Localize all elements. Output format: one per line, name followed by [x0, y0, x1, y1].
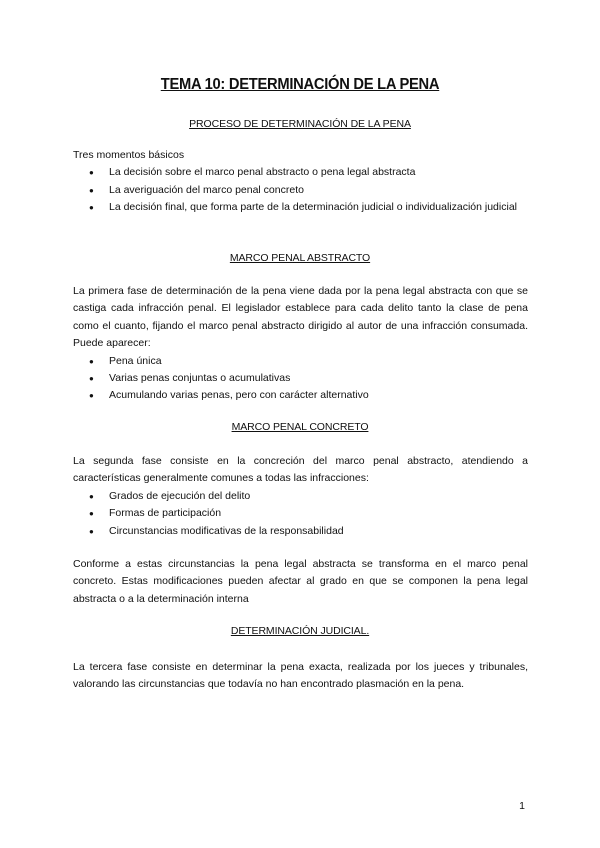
- concreto-paragraph-2: Conforme a estas circunstancias la pena legal abstracta se transforma en el marco penal concreto. Estas modificaciones pueden afectar al grado en que se componen la pena legal abstracta o a la determinación interna: [73, 558, 528, 605]
- list-item: ● La averiguación del marco penal concreto: [73, 182, 528, 199]
- list-item: ● La decisión final, que forma parte de la determinación judicial o individualización judicial: [73, 199, 528, 216]
- list-item: ● Varias penas conjuntas o acumulativas: [73, 370, 528, 387]
- list-item: ● La decisión sobre el marco penal abstracto o pena legal abstracta: [73, 164, 528, 181]
- abstracto-paragraph: La primera fase de determinación de la pena viene dada por la pena legal abstracta con que se castiga cada infracción penal. El legislador establece para cada delito tanto la clase de pena como el cuanto, fijando el marco penal abstracto dirigido al autor de una infracción consumada. Puede aparecer:: [73, 285, 528, 350]
- section-marco-abstracto: [73, 283, 528, 405]
- judicial-paragraph: La tercera fase consiste en determinar la pena exacta, realizada por los jueces y tribunales, valorando las circunstancias que todavía no han encontrado plasmación en la pena.: [73, 661, 528, 691]
- heading-marco-concreto: MARCO PENAL CONCRETO: [231, 421, 369, 433]
- list-item: ● Pena única: [73, 353, 528, 370]
- heading-proceso: PROCESO DE DETERMINACIÓN DE LA PENA: [189, 118, 411, 130]
- list-item: ● Grados de ejecución del delito: [73, 488, 528, 505]
- list-item: ● Formas de participación: [73, 505, 528, 522]
- proceso-list: [73, 164, 528, 216]
- list-item: ● Circunstancias modificativas de la responsabilidad: [73, 523, 528, 540]
- document-title: TEMA 10: DETERMINACIÓN DE LA PENA: [160, 76, 440, 93]
- heading-determinacion-judicial: DETERMINACIÓN JUDICIAL.: [230, 625, 370, 637]
- proceso-intro: Tres momentos básicos: [73, 149, 185, 161]
- section-proceso: [73, 147, 528, 217]
- concreto-paragraph: La segunda fase consiste en la concreción del marco penal abstracto, atendiendo a características generalmente comunes a todas las infracciones:: [73, 455, 528, 485]
- page-number: 1: [519, 800, 525, 812]
- section-marco-concreto: [73, 453, 528, 540]
- list-item: ● Acumulando varias penas, pero con carácter alternativo: [73, 387, 528, 404]
- abstracto-list: [73, 353, 528, 405]
- heading-marco-abstracto: MARCO PENAL ABSTRACTO: [229, 252, 371, 264]
- concreto-list: [73, 488, 528, 540]
